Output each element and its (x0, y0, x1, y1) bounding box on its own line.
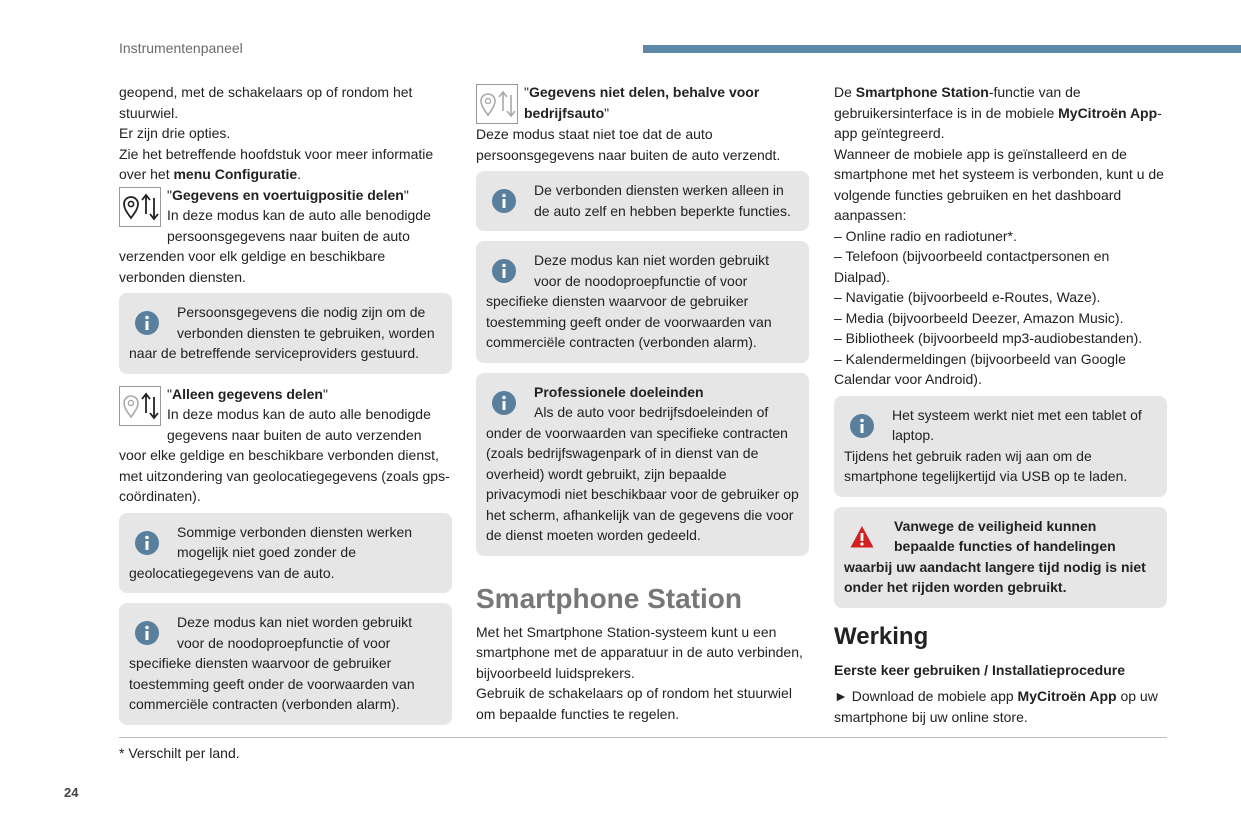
info-icon (492, 391, 516, 415)
page-number: 24 (64, 785, 79, 800)
info-icon (492, 259, 516, 283)
location-transfer-disabled-icon (476, 84, 518, 124)
paragraph: Met het Smartphone Station-systeem kunt u een smartphone met de apparatuur in de auto verbinden, bijvoorbeeld luidsprekers. (476, 623, 803, 681)
info-text: Als de auto voor bedrijfsdoeleinden of onder de voorwaarden van specifieke contracten (zoals bedrijfswagenpark of in dienst van de overheid) wordt gebruikt, zijn bepaalde privacymodi niet beschikbaar voor de gebruiker op het scherm, afhankelijk van de gegevens die voor de dienst moeten worden gedeeld. (486, 404, 799, 543)
section-title-werking: Werking (834, 622, 929, 650)
mode-title: "Alleen gegevens delen" (167, 385, 328, 402)
info-icon (135, 311, 159, 335)
warning-box (834, 507, 1167, 608)
mode-option-no-sharing (476, 82, 809, 124)
mode-title: "Gegevens niet delen, behalve voor bedrijfsauto" (524, 84, 760, 121)
paragraph: Er zijn drie opties. (119, 125, 231, 141)
running-header: Instrumentenpaneel (119, 40, 243, 56)
mode-description: In deze modus kan de auto alle benodigde gegevens naar buiten de auto verzenden voor elke geldige en beschikbare verbonden dienst, met uitzondering van geolocatiegegevens (zoals gps-coördinaten). (119, 406, 450, 504)
list-item: – Navigatie (bijvoorbeeld e-Routes, Waze). (834, 289, 1101, 305)
list-item: – Bibliotheek (bijvoorbeeld mp3-audiobestanden). (834, 330, 1143, 346)
section-title: Smartphone Station (476, 582, 743, 614)
info-box (119, 513, 452, 594)
paragraph: Zie het betreffende hoofdstuk voor meer informatie over het menu Configuratie. (119, 145, 434, 182)
info-box (834, 396, 1167, 497)
info-box (119, 603, 452, 725)
mode-option-data-only (119, 384, 452, 507)
info-text: De verbonden diensten werken alleen in de auto zelf en hebben beperkte functies. (534, 182, 791, 219)
subheading: Eerste keer gebruiken / Installatieprocedure (834, 661, 1126, 678)
info-title: Professionele doeleinden (534, 383, 704, 400)
info-box (476, 171, 809, 231)
paragraph: De Smartphone Station-functie van de gebruikersinterface is in de mobiele MyCitroën App-app geïntegreerd. (834, 84, 1162, 141)
paragraph: geopend, met de schakelaars op of rondom het stuurwiel. (119, 84, 413, 121)
info-text: Persoonsgegevens die nodig zijn om de verbonden diensten te gebruiken, worden naar de betreffende serviceproviders gestuurd. (129, 304, 435, 361)
info-icon (135, 621, 159, 645)
info-icon (135, 531, 159, 555)
info-text: Het systeem werkt niet met een tablet of laptop. (892, 406, 1142, 443)
footnote: * Verschilt per land. (119, 745, 240, 761)
info-text: Deze modus kan niet worden gebruikt voor de noodoproepfunctie of voor specifieke diensten waarvoor de gebruiker toestemming geeft onder de voorwaarden van commerciële contracten (verbonden alarm). (486, 252, 772, 350)
mode-description: Deze modus staat niet toe dat de auto persoonsgegevens naar buiten de auto verzendt. (476, 126, 781, 163)
location-off-transfer-icon (119, 386, 161, 426)
list-item: – Media (bijvoorbeeld Deezer, Amazon Music). (834, 309, 1124, 326)
location-transfer-icon (119, 187, 161, 227)
paragraph: Gebruik de schakelaars op of rondom het stuurwiel om bepaalde functies te regelen. (476, 685, 792, 722)
info-text: Sommige verbonden diensten werken mogelijk niet goed zonder de geolocatiegegevens van de auto. (129, 523, 413, 581)
info-text: Deze modus kan niet worden gebruikt voor de noodoproepfunctie of voor specifieke diensten waarvoor de gebruiker toestemming geeft onder de voorwaarden van commerciële contracten (verbonden alarm). (129, 614, 415, 712)
menu-reference: menu Configuratie (173, 166, 298, 182)
info-box (476, 241, 809, 363)
column-left (119, 82, 452, 735)
column-right (834, 82, 1167, 727)
paragraph: Wanneer de mobiele app is geïnstalleerd en de smartphone met het systeem is verbonden, kunt u de volgende functies gebruiken en het dashboard aanpassen: (834, 145, 1164, 223)
list-item: – Online radio en radiotuner*. (834, 227, 1017, 244)
triangle-bullet-icon: ► (834, 688, 848, 704)
warning-text: Vanwege de veiligheid kunnen bepaalde functies of handelingen waarbij uw aandacht langere tijd nodig is niet onder het rijden worden gebruikt. (844, 517, 1146, 595)
warning-icon (848, 525, 876, 549)
footer-divider (119, 737, 1167, 738)
mode-description: In deze modus kan de auto alle benodigde persoonsgegevens naar buiten de auto verzenden voor elk geldige en beschikbare verbonden diensten. (119, 207, 431, 285)
feature-list (834, 226, 1167, 390)
column-middle (476, 82, 809, 724)
list-item: – Telefoon (bijvoorbeeld contactpersonen en Dialpad). (834, 248, 1110, 285)
info-box (119, 293, 452, 374)
info-icon (492, 189, 516, 213)
mode-title: "Gegevens en voertuigpositie delen" (167, 186, 409, 203)
info-text: Tijdens het gebruik raden wij aan om de smartphone tegelijkertijd via USB op te laden. (844, 447, 1128, 484)
list-item: – Kalendermeldingen (bijvoorbeeld van Google Calendar voor Android). (834, 350, 1126, 387)
procedure-step: ► Download de mobiele app MyCitroën App op uw smartphone bij uw online store. (834, 688, 1158, 725)
info-box-professional (476, 373, 809, 556)
header-accent-bar (643, 45, 1241, 53)
info-icon (850, 414, 874, 438)
mode-option-share-all (119, 185, 452, 288)
